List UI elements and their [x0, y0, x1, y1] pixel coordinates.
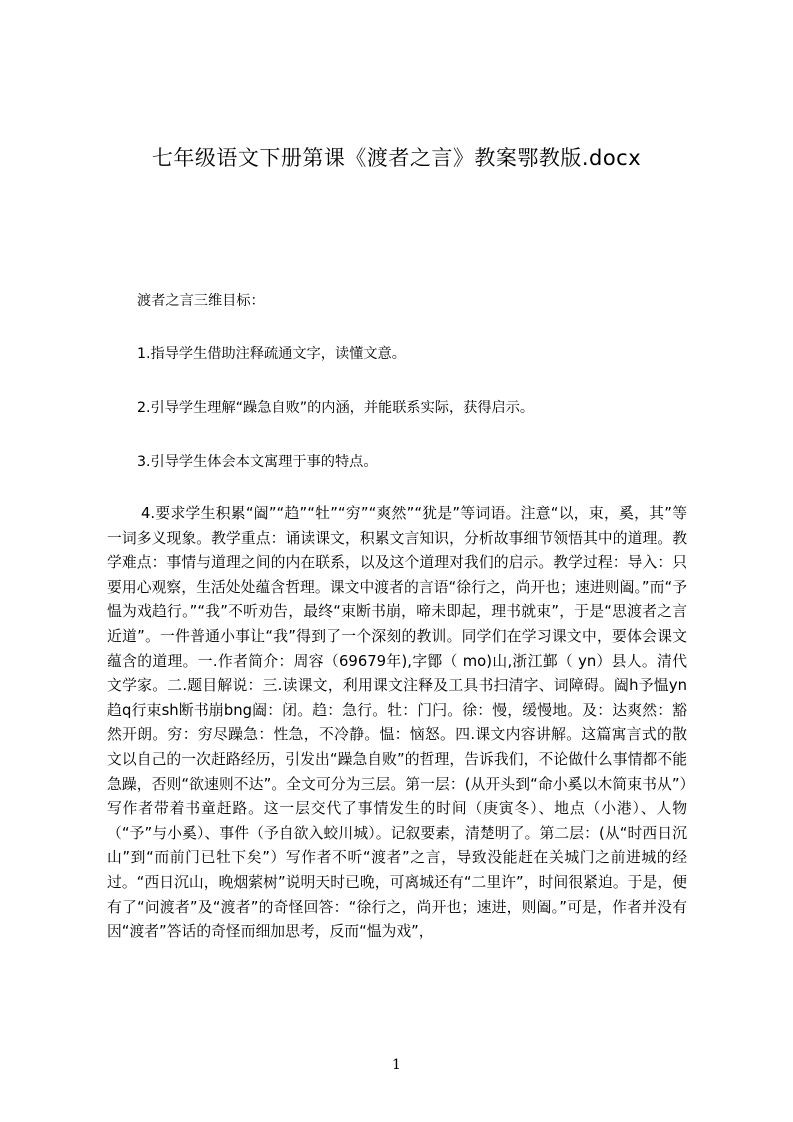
- objectives-heading: 渡者之言三维目标：: [137, 293, 265, 309]
- objective-item-3: 3.引导学生体会本文寓理于事的特点。: [137, 454, 378, 470]
- page-number: 1: [392, 1057, 401, 1073]
- objective-item-2: 2.引导学生理解“躁急自败”的内涵，并能联系实际，获得启示。: [137, 400, 535, 416]
- lesson-body-paragraph: 4.要求学生积累“阖”“趋”“牡”“穷”“爽然”“犹是”等词语。注意“以，束，奚，其”等一词多义现象。教学重点：诵读课文，积累文言知识，分析故事细节领悟其中的道理。教学难点：事情与道理之间的内在联系，以及这个道理对我们的启示。教学过程：导入：只要用心观察，生活处处蕴含哲理。课文中渡者的言语“徐行之，尚开也；速进则阖。”而“予愠为戏趋行。”“我”不听劝告，最终“束断书崩，啼未即起，理书就束”，于是“思渡者之言近道”。一件普通小事让“我”得到了一个深刻的教训。同学们在学习课文中，要体会课文蕴含的道理。一.作者简介：周容（69679年),字鄮（ mo)山,浙江鄞（ yn）县人。清代文学家。二.题目解说：三.读课文，利用课文注释及工具书扫清字、词障碍。阖h予愠yn趋q行束sh断书崩bng阖：闭。趋：急行。牡：门闩。徐：慢，缓慢地。及：达爽然：豁然开朗。穷：穷尽躁急：性急，不冷静。愠：恼怒。四.课文内容讲解。这篇寓言式的散文以自己的一次赶路经历，引发出“躁急自败”的哲理，告诉我们，不论做什么事情都不能急躁，否则“欲速则不达”。全文可分为三层。第一层：(从开头到“命小奚以木简束书从”）写作者带着书童赶路。这一层交代了事情发生的时间（庚寅冬）、地点（小港）、人物（“予”与小奚）、事件（予自欲入蛟川城）。记叙要素，清楚明了。第二层：(从“时西日沉山”到“而前门已牡下矣”）写作者不听“渡者”之言，导致没能赶在关城门之前进城的经过。“西日沉山，晚烟萦树”说明天时已晚，可离城还有“二里许”，时间很紧迫。于是，便有了“问渡者”及“渡者”的奇怪回答：“徐行之，尚开也；速进，则阖。”可是，作者并没有因“渡者”答话的奇怪而细加思考，反而“愠为戏”，: [107, 505, 687, 941]
- objective-item-1: 1.指导学生借助注释疏通文字，读懂文意。: [137, 346, 406, 362]
- document-title: 七年级语文下册第课《渡者之言》教案鄂教版.docx: [151, 146, 642, 170]
